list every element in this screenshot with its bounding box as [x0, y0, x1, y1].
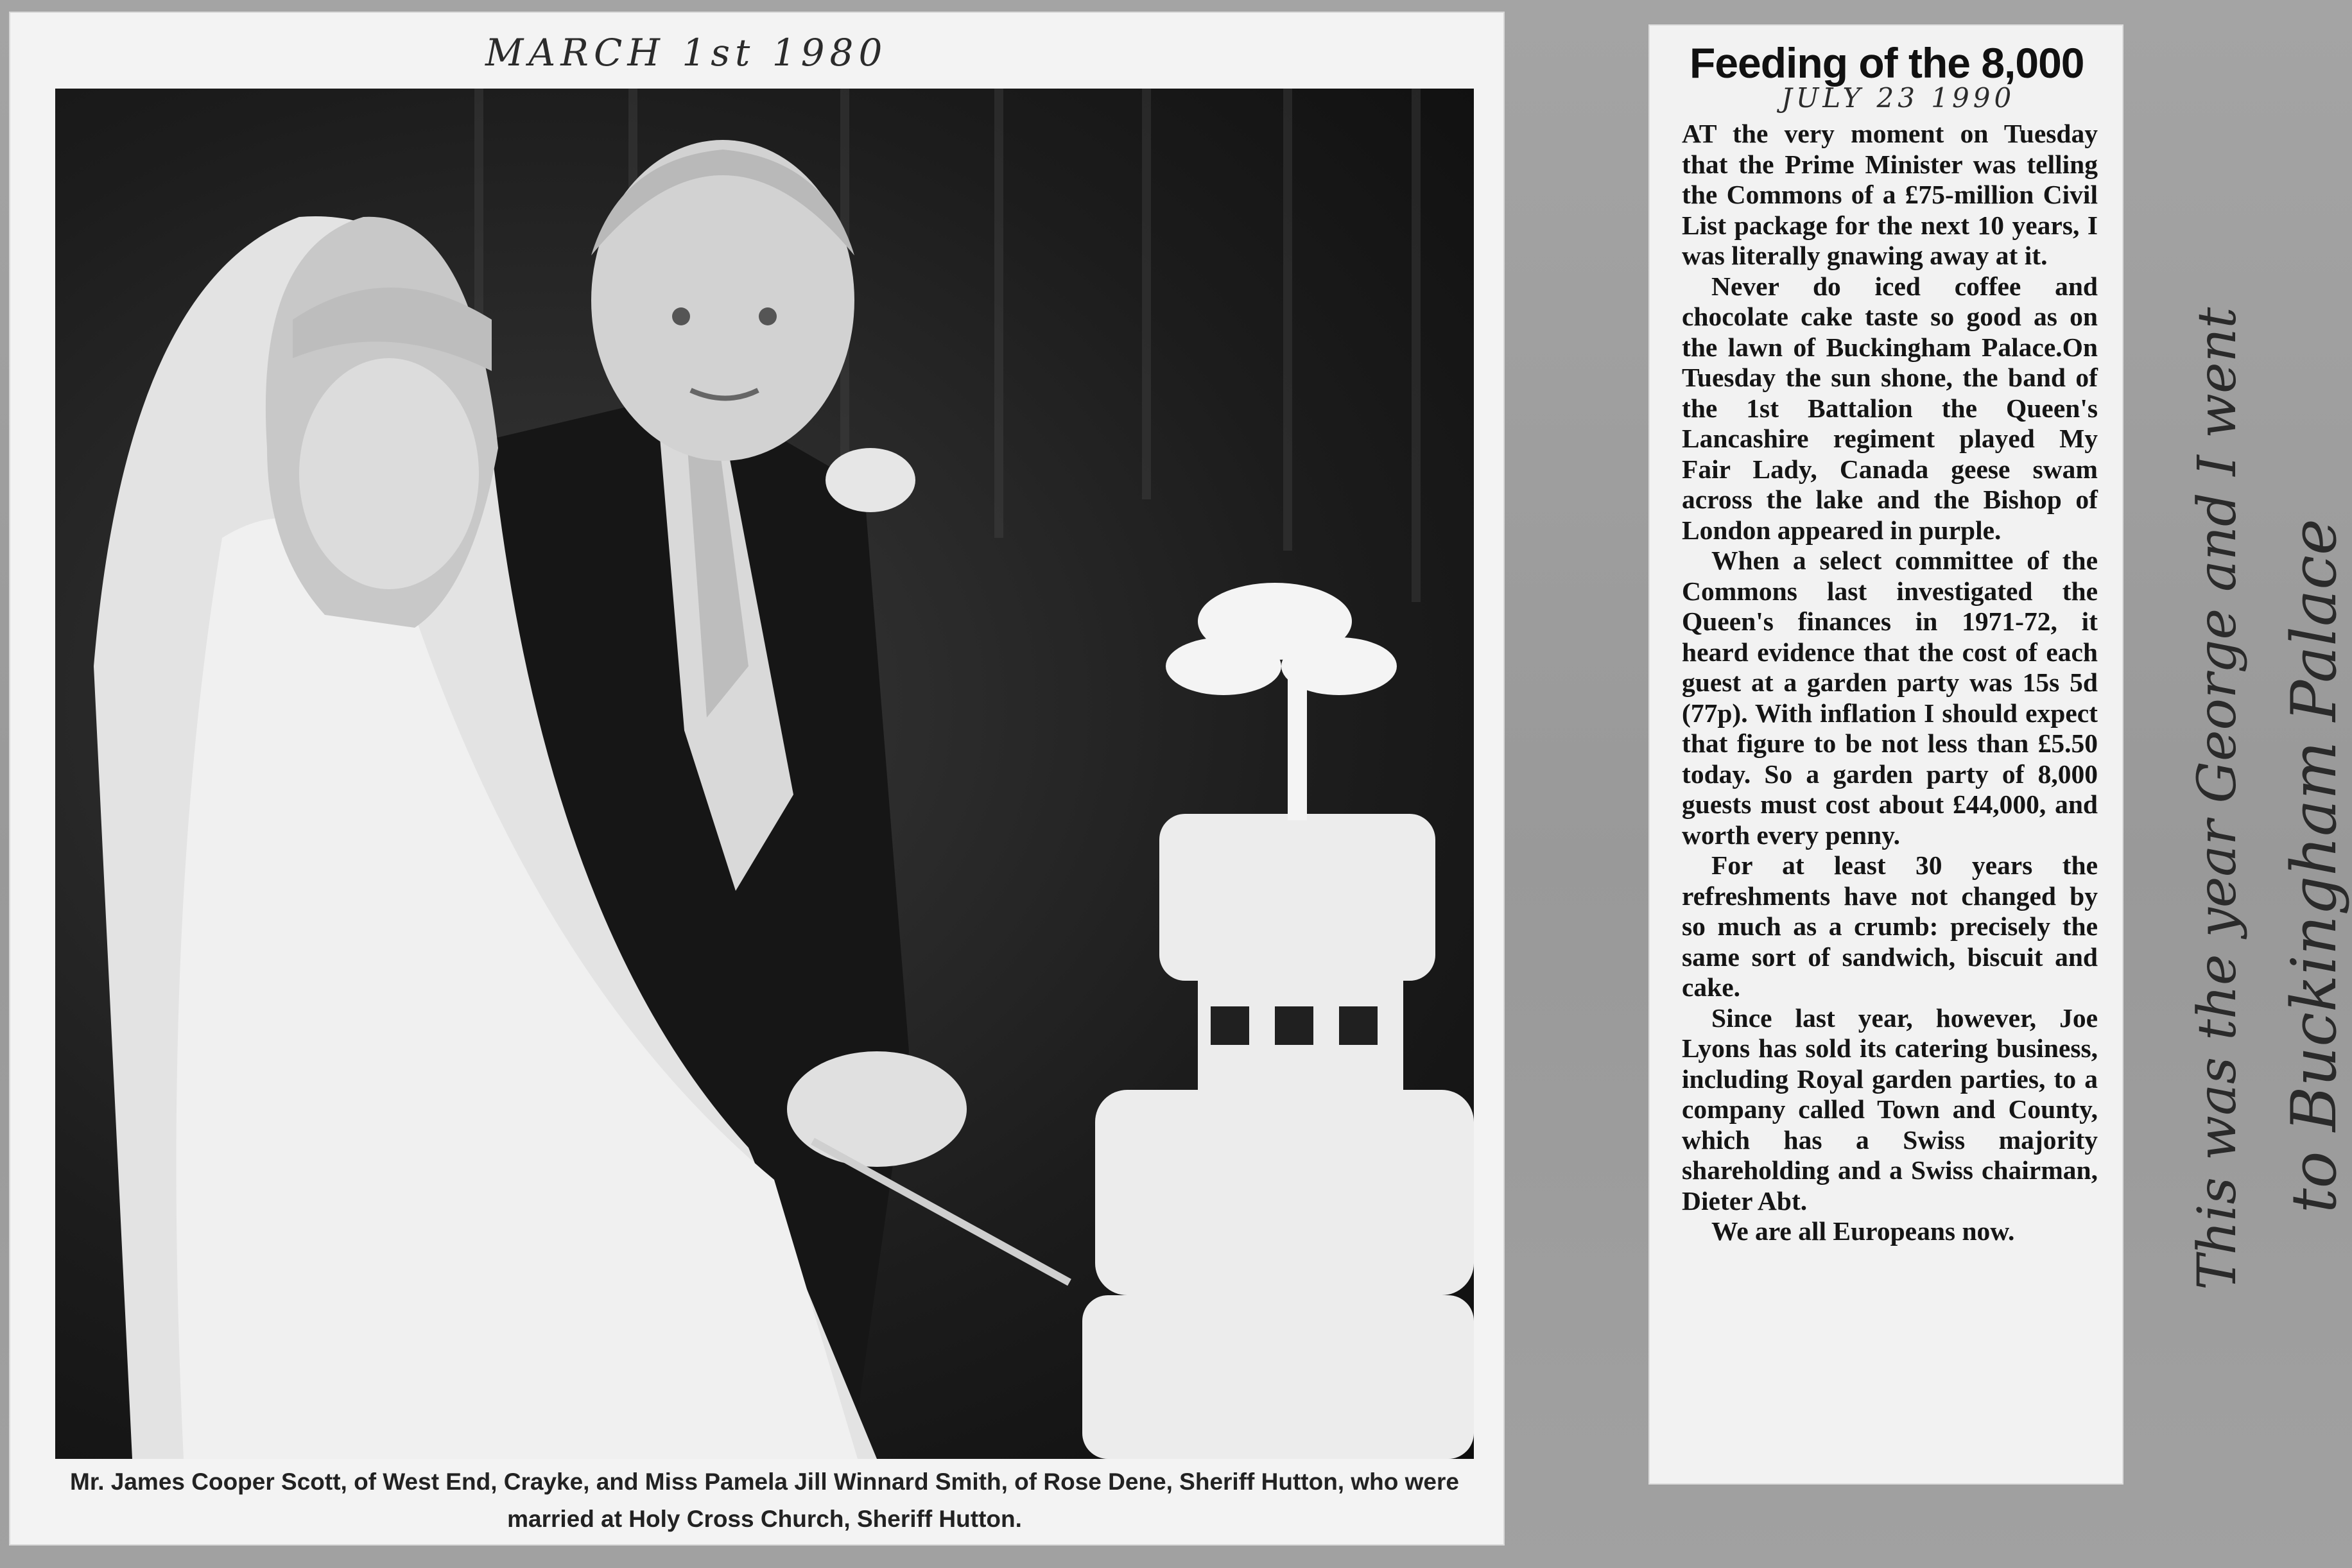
article-paragraph: Never do iced coffee and chocolate cake taste so good as on the lawn of Buckingham Palace.On Tuesday the sun shone, the band of the 1st Battalion the Queen's Lancashire regiment played My Fair Lady, Canada geese swam across the lake and the Bishop of London appeared in purple. — [1682, 271, 2098, 545]
article-headline: Feeding of the 8,000 — [1690, 39, 2084, 87]
article-paragraph: Since last year, however, Joe Lyons has sold its catering business, including Royal garden parties, to a company called Town and County, which has a Swiss majority shareholding and a Swiss chairman, Dieter Abt. — [1682, 1003, 2098, 1216]
photo-caption: Mr. James Cooper Scott, of West End, Crayke, and Miss Pamela Jill Winnard Smith, of Rose Dene, Sheriff Hutton, who were married at Holy Cross Church, Sheriff Hutton. — [70, 1469, 1459, 1532]
article-paragraph: We are all Europeans now. — [1711, 1216, 2015, 1246]
wedding-photo — [55, 89, 1474, 1459]
article-paragraph: AT the very moment on Tuesday that the Prime Minister was telling the Commons of a £75-million Civil List package for the next 10 years, I was literally gnawing away at it. — [1682, 119, 2098, 270]
handwritten-note-line: to Buckingham Palace — [2278, 519, 2350, 1213]
article-paragraph: When a select committee of the Commons last investigated the Queen's finances in 1971-72, it heard evidence that the cost of each guest at a garden party was 15s 5d (77p). With inflation I should expect that figure to be not less than £5.50 today. So a garden party of 8,000 guests must cost about £44,000, and worth every penny. — [1682, 546, 2098, 850]
handwritten-margin-note — [2170, 307, 2352, 1290]
handwritten-note-line: This was the year George and I went — [2187, 307, 2248, 1290]
handwritten-date: MARCH 1st 1980 — [485, 31, 888, 74]
wedding-photo-illustration — [55, 89, 1474, 1459]
wedding-clipping — [9, 12, 1505, 1546]
article-clipping — [1648, 24, 2123, 1485]
article-paragraph: For at least 30 years the refreshments have not changed by so much as a crumb: precisely the same sort of sandwich, biscuit and cake. — [1682, 850, 2098, 1002]
handwritten-article-date: JULY 23 1990 — [1781, 82, 2016, 114]
article-body — [1682, 119, 2098, 1247]
